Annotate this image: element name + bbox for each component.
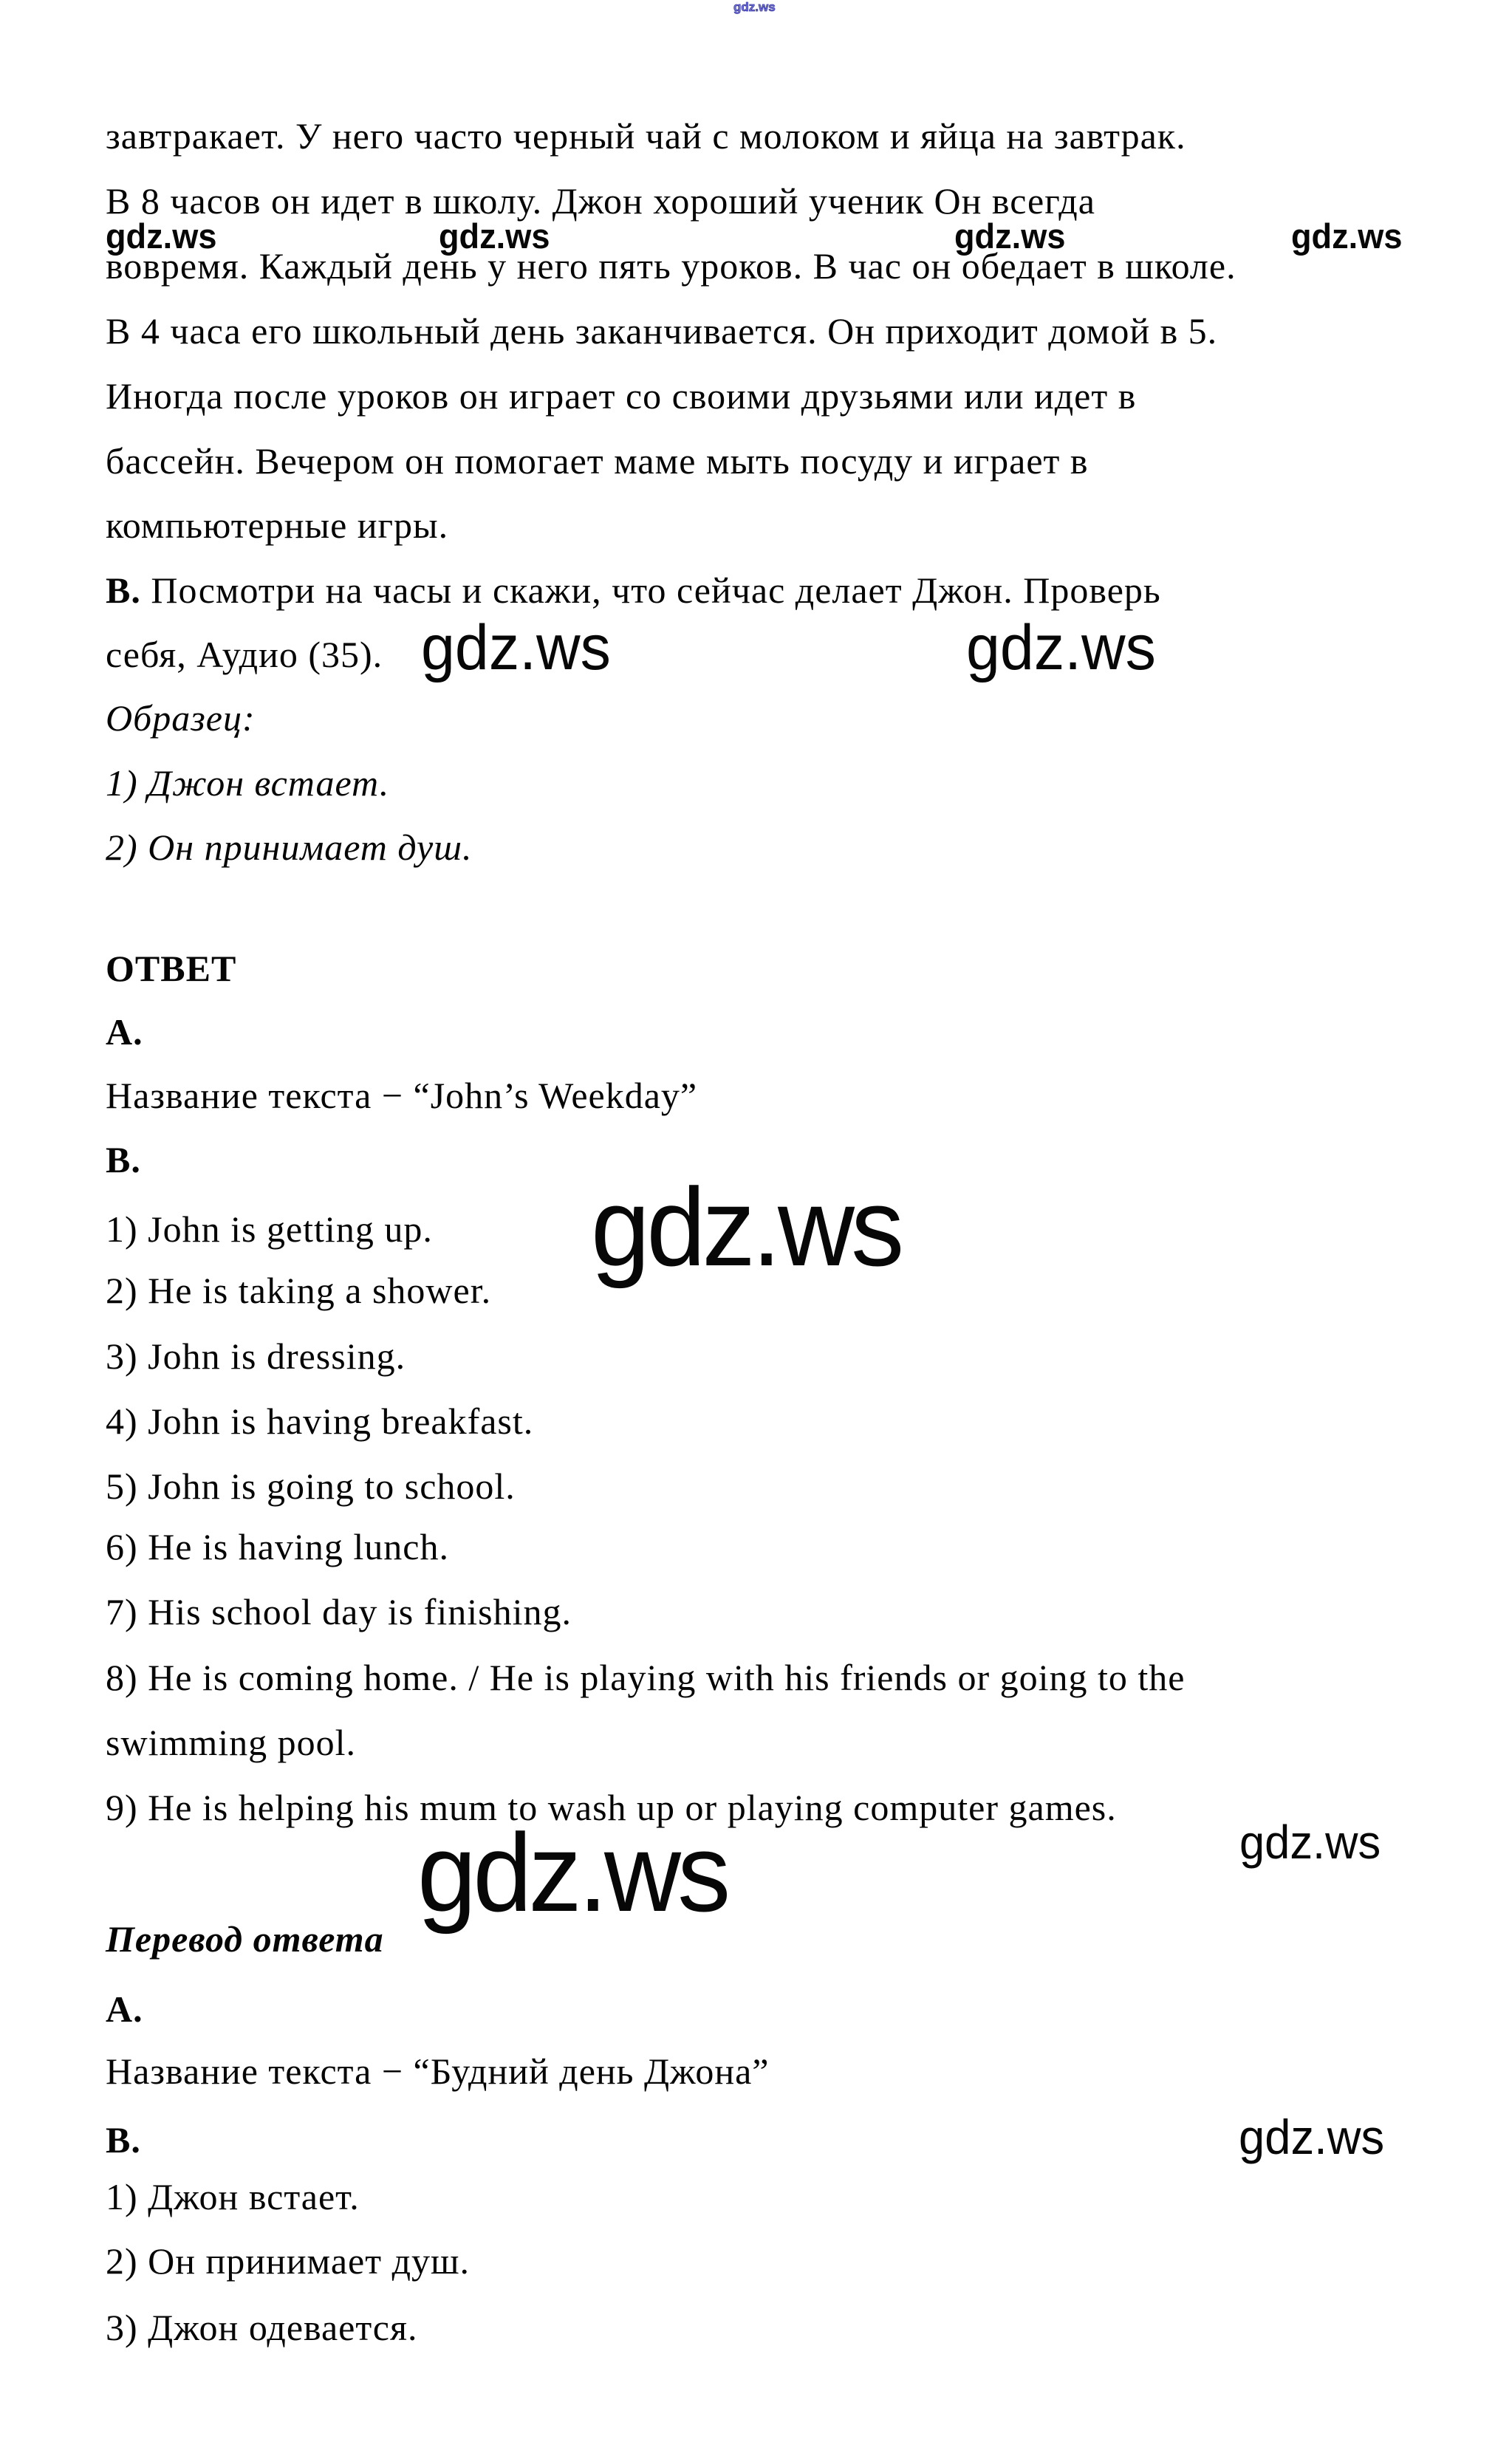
text-line bbox=[106, 180, 1095, 222]
text-line bbox=[106, 1011, 143, 1053]
gdz-watermark: gdz.ws bbox=[106, 216, 217, 256]
text-line bbox=[106, 375, 1137, 417]
text-segment: 7) His school day is finishing. bbox=[106, 1591, 572, 1632]
text-segment: 3) Джон одевается. bbox=[106, 2307, 418, 2348]
text-segment: В. bbox=[106, 1139, 141, 1180]
text-segment: Название текста − “Будний день Джона” bbox=[106, 2050, 770, 2092]
text-segment: Название текста − “John’s Weekday” bbox=[106, 1075, 698, 1116]
text-line bbox=[106, 1593, 572, 1630]
text-segment: В 8 часов он идет в школу. Джон хороший ученик Он всегда bbox=[106, 180, 1095, 222]
text-segment: компьютерные игры. bbox=[106, 504, 449, 546]
text-line bbox=[106, 1272, 491, 1309]
text-line bbox=[106, 2119, 141, 2161]
text-line bbox=[106, 762, 390, 804]
text-segment: Образец: bbox=[106, 697, 256, 739]
gdz-watermark: gdz.ws bbox=[417, 1810, 728, 1935]
text-line bbox=[106, 1141, 141, 1178]
text-segment: 3) John is dressing. bbox=[106, 1335, 406, 1377]
gdz-watermark: gdz.ws bbox=[954, 216, 1066, 256]
text-segment: В 4 часа его школьный день заканчивается. Он приходит домой в 5. bbox=[106, 310, 1218, 352]
text-line bbox=[106, 1988, 143, 2030]
text-line bbox=[106, 504, 449, 546]
text-line bbox=[106, 569, 1161, 611]
text-segment: 1) John is getting up. bbox=[106, 1208, 433, 1250]
text-segment: 4) John is having breakfast. bbox=[106, 1400, 534, 1442]
gdz-watermark: gdz.ws bbox=[439, 216, 550, 256]
gdz-watermark: gdz.ws bbox=[966, 612, 1156, 683]
text-segment: 1) Джон встает. bbox=[106, 762, 390, 804]
gdz-watermark: gdz.ws bbox=[1291, 216, 1403, 256]
text-segment: В. bbox=[106, 569, 141, 611]
gdz-watermark: gdz.ws bbox=[733, 0, 776, 14]
text-segment: Перевод ответа bbox=[106, 1918, 384, 1960]
text-segment: бассейн. Вечером он помогает маме мыть посуду и играет в bbox=[106, 440, 1089, 482]
text-segment: 1) Джон встает. bbox=[106, 2176, 360, 2217]
text-line bbox=[106, 829, 473, 866]
text-segment: А. bbox=[106, 1011, 143, 1053]
text-segment: Посмотри на часы и скажи, что сейчас делает Джон. Проверь bbox=[140, 569, 1161, 611]
text-line bbox=[106, 2309, 418, 2346]
text-line bbox=[106, 440, 1089, 482]
text-segment: завтракает. У него часто черный чай с молоком и яйца на завтрак. bbox=[106, 115, 1186, 157]
text-segment: 2) Он принимает душ. bbox=[106, 827, 473, 868]
text-line bbox=[106, 2178, 360, 2215]
text-segment: 2) He is taking a shower. bbox=[106, 1270, 492, 1311]
text-line bbox=[106, 245, 1236, 287]
text-line bbox=[106, 2240, 471, 2282]
text-line bbox=[106, 2050, 770, 2092]
text-line bbox=[106, 1528, 449, 1565]
text-line bbox=[106, 310, 1218, 352]
text-segment: Иногда после уроков он играет со своими друзьями или идет в bbox=[106, 375, 1137, 417]
text-segment: себя, Аудио (35). bbox=[106, 634, 383, 675]
gdz-watermark: gdz.ws bbox=[1239, 1816, 1381, 1869]
text-line bbox=[106, 1077, 697, 1114]
text-segment: вовремя. Каждый день у него пять уроков. В час он обедает в школе. bbox=[106, 245, 1236, 287]
text-segment: swimming pool. bbox=[106, 1722, 357, 1763]
gdz-watermark: gdz.ws bbox=[591, 1165, 901, 1289]
text-segment: 9) He is helping his mum to wash up or playing computer games. bbox=[106, 1787, 1117, 1828]
text-segment: ОТВЕТ bbox=[106, 948, 237, 989]
text-line bbox=[106, 115, 1186, 157]
text-line bbox=[106, 697, 256, 739]
text-line bbox=[106, 1724, 356, 1761]
text-segment: 5) John is going to school. bbox=[106, 1465, 516, 1507]
text-line bbox=[106, 1659, 1185, 1696]
text-segment: А. bbox=[106, 1988, 143, 2030]
gdz-watermark: gdz.ws bbox=[1239, 2110, 1385, 2164]
text-line bbox=[106, 1400, 534, 1442]
text-line bbox=[106, 1918, 384, 1960]
text-line bbox=[106, 1335, 406, 1377]
gdz-watermark: gdz.ws bbox=[421, 612, 611, 683]
text-segment: 6) He is having lunch. bbox=[106, 1526, 449, 1567]
text-line bbox=[106, 950, 236, 987]
text-line bbox=[106, 1208, 433, 1250]
text-segment: 8) He is coming home. / He is playing with his friends or going to the bbox=[106, 1657, 1186, 1698]
text-segment: 2) Он принимает душ. bbox=[106, 2240, 471, 2282]
text-line bbox=[106, 1465, 516, 1507]
text-segment: В. bbox=[106, 2119, 141, 2161]
text-line bbox=[106, 636, 383, 673]
